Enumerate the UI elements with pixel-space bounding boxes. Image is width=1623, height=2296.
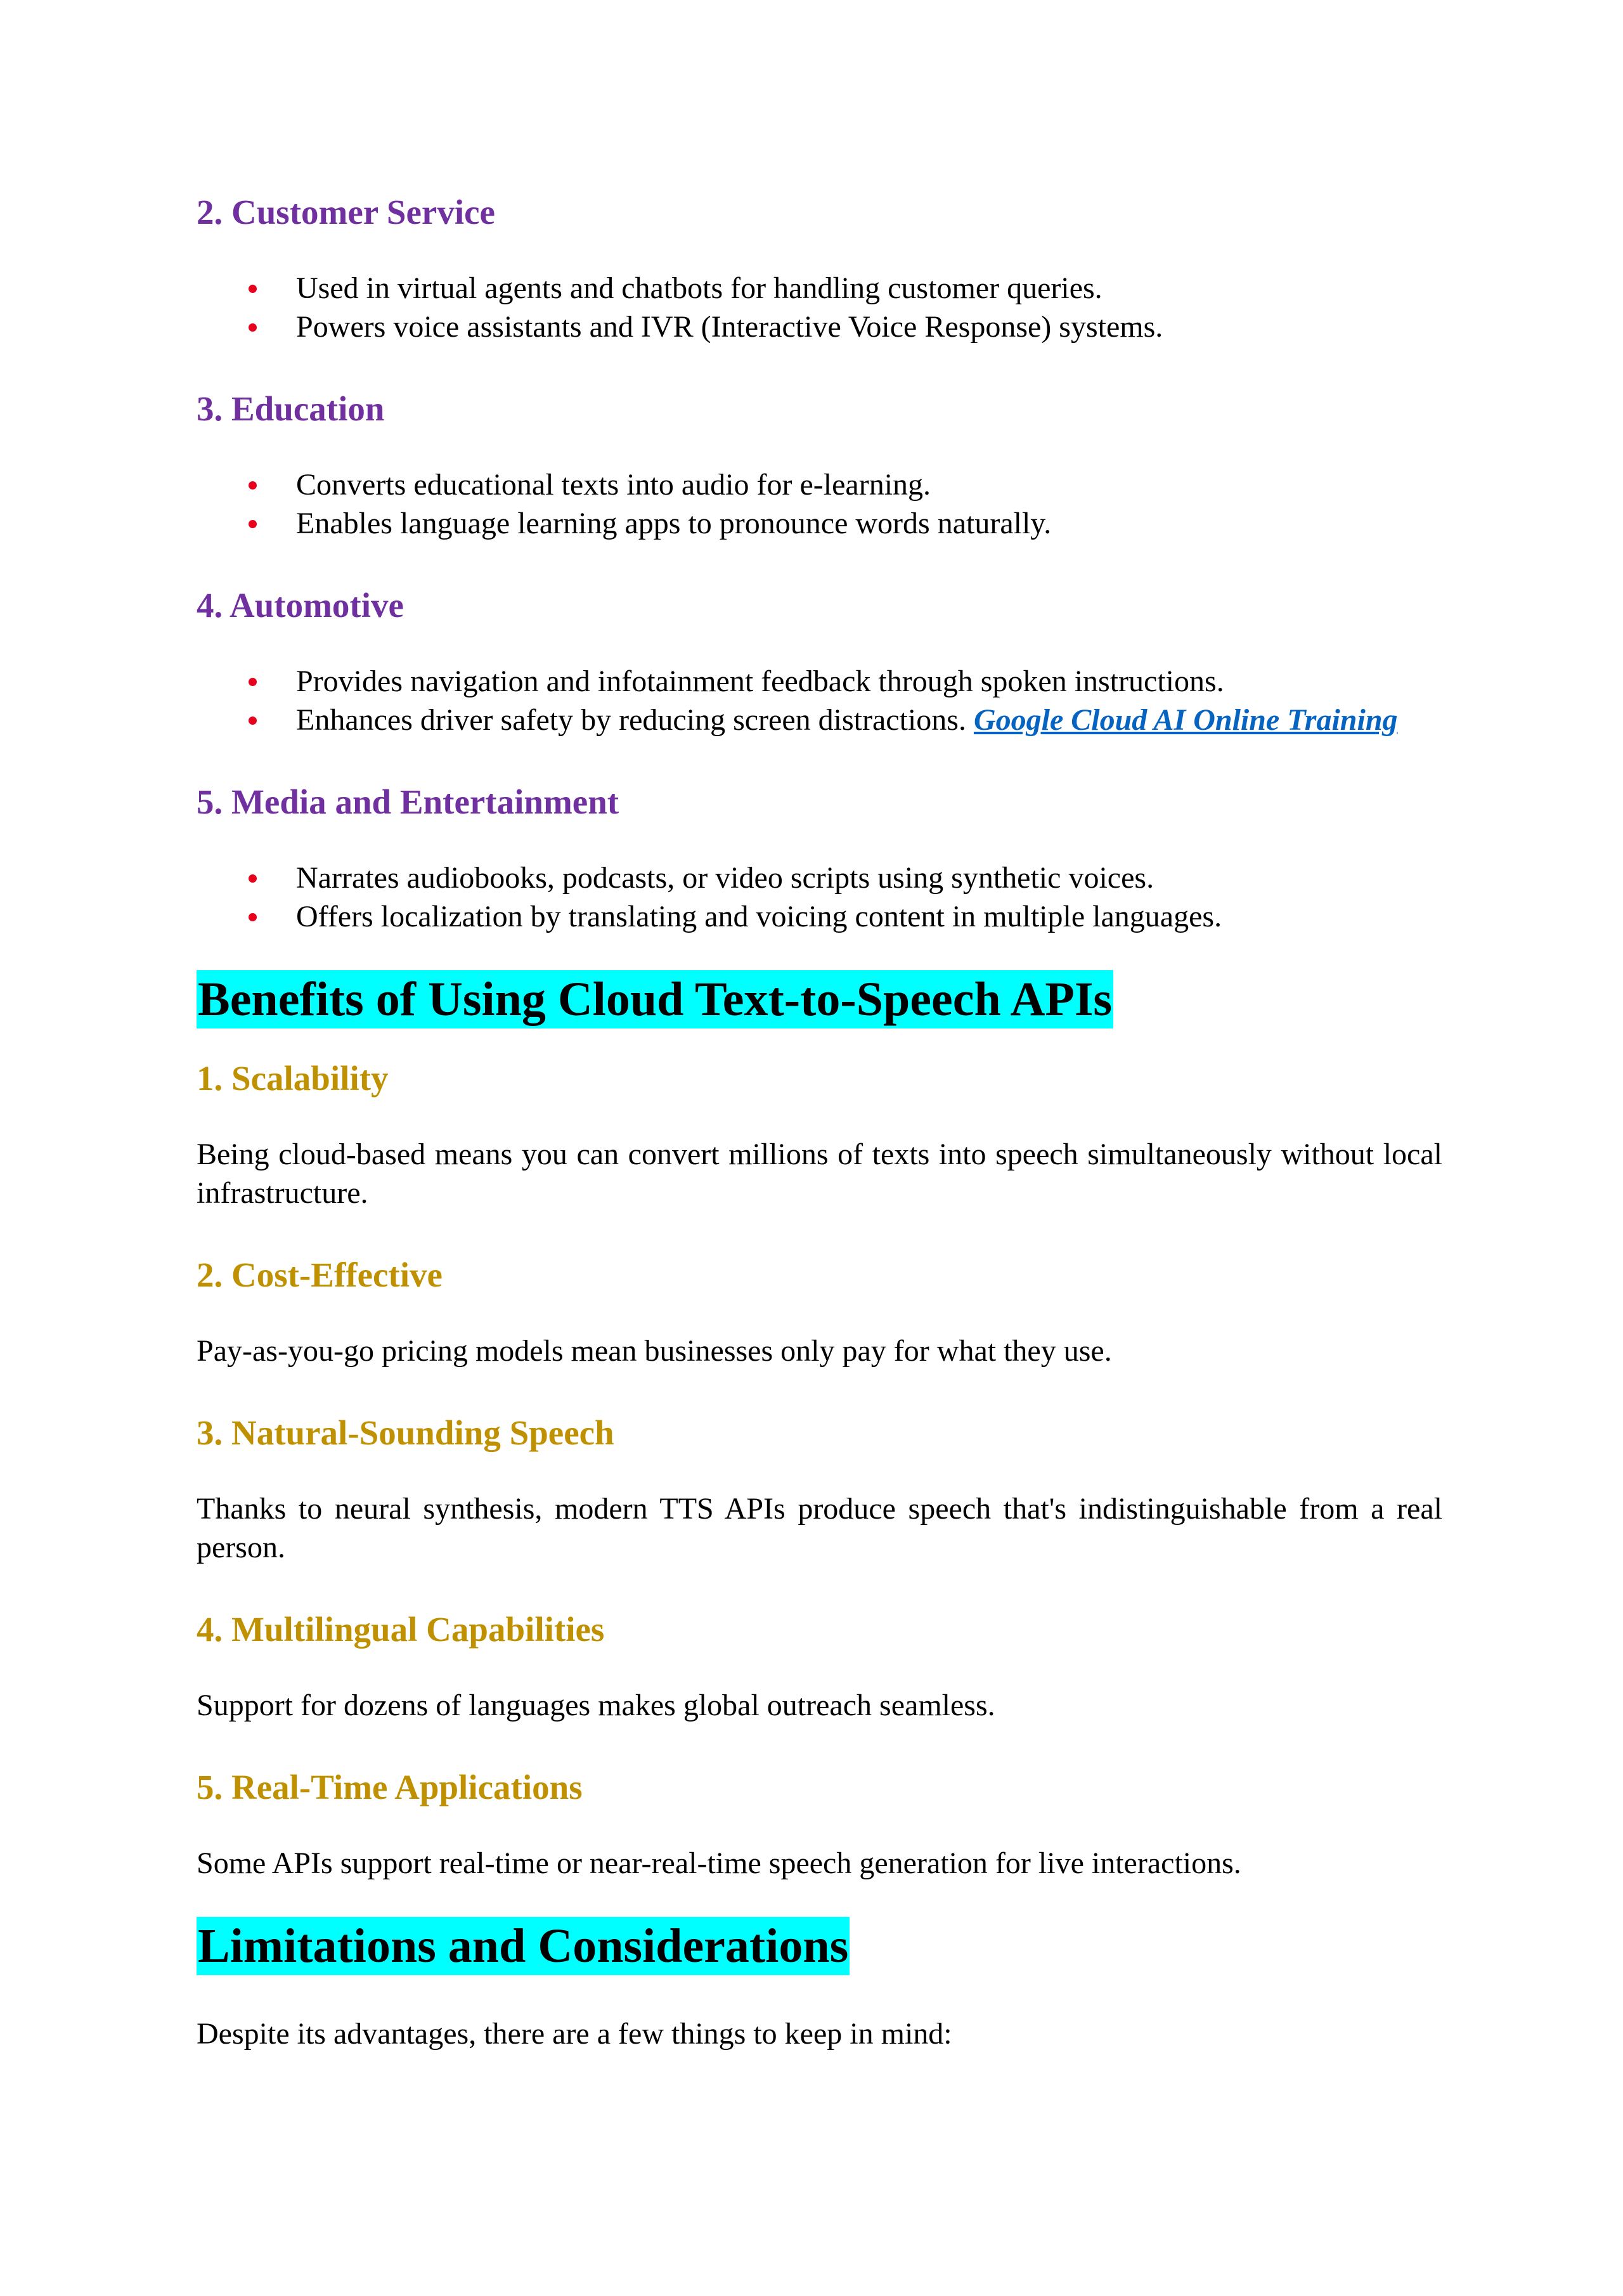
real-time-text: Some APIs support real-time or near-real-time speech generation for live interactions.	[197, 1846, 1241, 1880]
list-item: Powers voice assistants and IVR (Interactive Voice Response) systems.	[197, 308, 1442, 346]
scalability-heading: 1. Scalability	[197, 1059, 389, 1098]
bullet-icon	[249, 323, 257, 332]
list-item: Narrates audiobooks, podcasts, or video scripts using synthetic voices.	[197, 859, 1442, 897]
scalability-text: Being cloud-based means you can convert millions of texts into speech simultaneously without local infrastructure.	[197, 1138, 1442, 1210]
document-page	[197, 190, 1442, 2053]
bullet-icon	[249, 717, 257, 725]
cost-effective-heading: 2. Cost-Effective	[197, 1255, 443, 1294]
list-item: Used in virtual agents and chatbots for handling customer queries.	[197, 269, 1442, 308]
list-item: Enables language learning apps to pronounce words naturally.	[197, 504, 1442, 543]
training-link[interactable]: Google Cloud AI Online Training	[973, 703, 1398, 737]
customer-service-list	[197, 269, 1442, 346]
list-item: Offers localization by translating and voicing content in multiple languages.	[197, 897, 1442, 936]
multilingual-heading: 4. Multilingual Capabilities	[197, 1610, 605, 1649]
media-heading: 5. Media and Entertainment	[197, 782, 619, 821]
automotive-heading: 4. Automotive	[197, 586, 404, 625]
customer-service-heading: 2. Customer Service	[197, 193, 495, 231]
multilingual-text: Support for dozens of languages makes global outreach seamless.	[197, 1689, 995, 1722]
bullet-icon	[249, 678, 257, 686]
bullet-icon	[249, 913, 257, 921]
bullet-icon	[249, 520, 257, 528]
education-heading: 3. Education	[197, 389, 385, 428]
bullet-icon	[249, 285, 257, 293]
education-list	[197, 465, 1442, 543]
natural-speech-heading: 3. Natural-Sounding Speech	[197, 1413, 614, 1452]
benefits-heading: Benefits of Using Cloud Text-to-Speech APIs	[197, 970, 1113, 1028]
natural-speech-text: Thanks to neural synthesis, modern TTS APIs produce speech that's indistinguishable from a real person.	[197, 1492, 1442, 1564]
limitations-text: Despite its advantages, there are a few things to keep in mind:	[197, 2017, 952, 2051]
bullet-icon	[249, 481, 257, 490]
list-item: Provides navigation and infotainment feedback through spoken instructions.	[197, 662, 1442, 701]
list-item: Enhances driver safety by reducing screen distractions. Google Cloud AI Online Training	[197, 701, 1442, 739]
bullet-icon	[249, 874, 257, 883]
limitations-heading: Limitations and Considerations	[197, 1917, 850, 1975]
media-list	[197, 859, 1442, 936]
cost-effective-text: Pay-as-you-go pricing models mean businesses only pay for what they use.	[197, 1334, 1112, 1368]
list-item: Converts educational texts into audio for e-learning.	[197, 465, 1442, 504]
real-time-heading: 5. Real-Time Applications	[197, 1768, 583, 1806]
automotive-list	[197, 662, 1442, 739]
